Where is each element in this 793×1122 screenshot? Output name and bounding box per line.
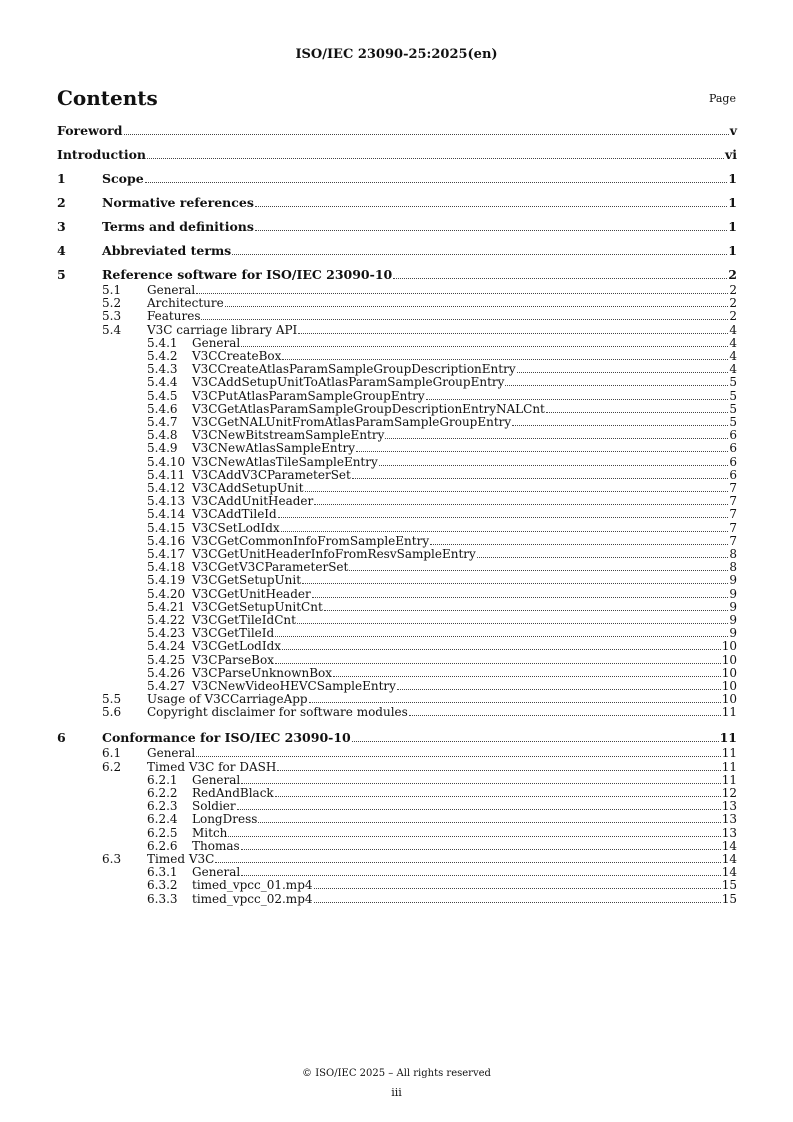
toc-entry[interactable] xyxy=(57,799,737,813)
toc-entry-page: 11 xyxy=(721,772,737,787)
toc-entry-number: 5.4 xyxy=(102,322,122,337)
dot-leader xyxy=(546,412,728,413)
toc-entry-number: 3 xyxy=(57,219,66,234)
toc-entry-title[interactable]: Timed V3C for DASH xyxy=(147,759,277,774)
toc-entry[interactable] xyxy=(57,600,737,614)
toc-entry[interactable] xyxy=(57,731,737,745)
toc-entry[interactable] xyxy=(57,375,737,389)
dot-leader xyxy=(241,346,728,347)
toc-entry-number: 5.4.1 xyxy=(147,335,178,350)
toc-entry[interactable] xyxy=(57,220,737,234)
dot-leader xyxy=(255,230,727,231)
toc-entry-page: 9 xyxy=(729,599,737,614)
toc-entry-title[interactable]: V3CGetCommonInfoFromSampleEntry xyxy=(192,533,430,548)
dot-leader xyxy=(297,623,728,624)
toc-entry-number: 5.4.4 xyxy=(147,375,178,390)
toc-entry-number: 6.2.1 xyxy=(147,772,178,787)
toc-entry-title[interactable]: V3CAddSetupUnitToAtlasParamSampleGroupEntry xyxy=(192,375,505,390)
toc-entry-number: 6.3.3 xyxy=(147,891,178,906)
toc-entry-title[interactable]: General xyxy=(147,746,196,761)
dot-leader xyxy=(281,531,729,532)
toc-entry-page: 5 xyxy=(729,401,737,416)
toc-entry-number: 5 xyxy=(57,267,66,282)
toc-entry-number: 5.4.10 xyxy=(147,454,186,469)
toc-entry[interactable] xyxy=(57,705,737,719)
toc-entry[interactable] xyxy=(57,268,737,282)
dot-leader xyxy=(275,796,721,797)
toc-entry-title[interactable]: Introduction xyxy=(57,147,147,162)
toc-entry[interactable] xyxy=(57,507,737,521)
dot-leader xyxy=(282,359,728,360)
toc-entry-title[interactable]: V3CAddV3CParameterSet xyxy=(192,467,351,482)
toc-entry-title[interactable]: timed_vpcc_02.mp4 xyxy=(192,891,313,906)
toc-entry-title[interactable]: V3CPutAtlasParamSampleGroupEntry xyxy=(192,388,425,403)
toc-entry[interactable] xyxy=(57,666,737,680)
toc-entry[interactable] xyxy=(57,573,737,587)
dot-leader xyxy=(282,649,721,650)
toc-entry-title[interactable]: General xyxy=(192,865,241,880)
toc-entry-page: 7 xyxy=(729,481,737,495)
toc-entry-title[interactable]: V3CNewAtlasTileSampleEntry xyxy=(192,454,378,469)
toc-entry[interactable] xyxy=(57,839,737,853)
toc-entry-title[interactable]: V3C carriage library API xyxy=(147,322,298,337)
dot-leader xyxy=(232,254,727,255)
dot-leader xyxy=(196,293,728,294)
dot-leader xyxy=(215,862,720,863)
toc-entry[interactable] xyxy=(57,196,737,210)
dot-leader xyxy=(385,438,728,439)
dot-leader xyxy=(314,902,721,903)
dot-leader xyxy=(275,663,721,664)
toc-entry-title[interactable]: V3CGetUnitHeader xyxy=(192,586,311,601)
dot-leader xyxy=(393,278,727,279)
toc-entry-title[interactable]: Normative references xyxy=(102,195,254,210)
toc-entry-title[interactable]: V3CGetUnitHeaderInfoFromResvSampleEntry xyxy=(192,547,476,561)
toc-entry-number: 5.4.2 xyxy=(147,349,178,363)
toc-entry-number: 5.4.13 xyxy=(147,494,186,509)
toc-entry[interactable] xyxy=(57,481,737,495)
toc-entry[interactable] xyxy=(57,892,737,906)
toc-entry-page: 2 xyxy=(728,267,737,282)
toc-entry-title[interactable]: Conformance for ISO/IEC 23090-10 xyxy=(102,730,351,746)
dot-leader xyxy=(305,491,729,492)
toc-entry[interactable] xyxy=(57,547,737,561)
toc-entry-number: 6.3.1 xyxy=(147,865,178,880)
toc-entry-page: 15 xyxy=(721,878,737,893)
dot-leader xyxy=(517,372,729,373)
toc-entry-title[interactable]: V3CGetNALUnitFromAtlasParamSampleGroupEntry xyxy=(192,415,512,429)
toc-entry-page: 6 xyxy=(729,428,737,443)
toc-entry-page: 9 xyxy=(729,573,737,588)
toc-entry-page: 10 xyxy=(721,652,737,667)
toc-entry-number: 4 xyxy=(57,243,66,258)
toc-entry-number: 6.2.3 xyxy=(147,799,178,814)
toc-entry-page: 5 xyxy=(729,415,737,429)
toc-entry-page: 4 xyxy=(729,322,737,337)
toc-entry-page: 9 xyxy=(729,586,737,601)
document-header: ISO/IEC 23090-25:2025(en) xyxy=(295,47,498,62)
toc-entry-page: 11 xyxy=(721,759,737,774)
dot-leader xyxy=(314,504,728,505)
dot-leader xyxy=(241,783,720,784)
dot-leader xyxy=(477,557,729,558)
toc-entry-number: 5.4.16 xyxy=(147,533,186,548)
toc-entry-page: 8 xyxy=(729,560,737,575)
toc-entry[interactable] xyxy=(57,172,737,186)
toc-entry[interactable] xyxy=(57,148,737,162)
dot-leader xyxy=(312,597,729,598)
toc-entry-number: 6.3 xyxy=(102,852,122,866)
page-column-label: Page xyxy=(708,92,736,105)
dot-leader xyxy=(397,689,721,690)
dot-leader xyxy=(379,465,729,466)
toc-entry[interactable] xyxy=(57,336,737,350)
dot-leader xyxy=(298,333,728,334)
toc-entry[interactable] xyxy=(57,296,737,310)
toc-entry-title[interactable]: V3CCreateAtlasParamSampleGroupDescriptionEntry xyxy=(192,362,516,377)
toc-entry[interactable] xyxy=(57,494,737,508)
toc-entry-number: 5.4.21 xyxy=(147,599,186,614)
toc-entry-number: 5.4.7 xyxy=(147,415,178,429)
dot-leader xyxy=(277,770,720,771)
toc-entry-title[interactable]: V3CGetV3CParameterSet xyxy=(192,560,349,575)
dot-leader xyxy=(258,822,720,823)
toc-entry-title[interactable]: RedAndBlack xyxy=(192,786,274,800)
toc-entry[interactable] xyxy=(57,323,737,337)
dot-leader xyxy=(225,306,729,307)
toc-entry-page: 10 xyxy=(721,639,737,654)
toc-entry[interactable] xyxy=(57,653,737,667)
toc-entry-number: 5.4.5 xyxy=(147,388,178,403)
toc-entry-title[interactable]: General xyxy=(147,283,196,297)
toc-entry-title[interactable]: V3CAddUnitHeader xyxy=(192,494,314,509)
toc-entry-page: 6 xyxy=(729,441,737,456)
toc-entry-page: 7 xyxy=(729,520,737,535)
dot-leader xyxy=(201,319,728,320)
toc-entry-page: 10 xyxy=(721,692,737,707)
toc-entry-title[interactable]: Copyright disclaimer for software modules xyxy=(147,705,408,720)
toc-entry-page: 1 xyxy=(728,195,737,210)
toc-entry-page: 9 xyxy=(729,626,737,641)
toc-entry-number: 6.2.5 xyxy=(147,825,178,840)
toc-entry-title[interactable]: V3CGetTileIdCnt xyxy=(192,613,296,627)
dot-leader xyxy=(278,517,729,518)
toc-entry-number: 6.2.2 xyxy=(147,786,178,800)
toc-entry-number: 6.3.2 xyxy=(147,878,178,893)
toc-entry[interactable] xyxy=(57,679,737,693)
toc-entry[interactable] xyxy=(57,692,737,706)
dot-leader xyxy=(409,715,721,716)
dot-leader xyxy=(352,478,729,479)
toc-entry[interactable] xyxy=(57,865,737,879)
dot-leader xyxy=(430,544,728,545)
toc-entry-number: 6.2 xyxy=(102,759,122,774)
toc-entry[interactable] xyxy=(57,560,737,574)
toc-entry-title[interactable]: V3CGetSetupUnitCnt xyxy=(192,599,323,614)
toc-entry-page: 7 xyxy=(729,507,737,522)
dot-leader xyxy=(275,636,728,637)
page-number: iii xyxy=(391,1086,402,1099)
toc-entry[interactable] xyxy=(57,362,737,376)
toc-entry-page: 11 xyxy=(721,705,737,720)
toc-entry-page: 4 xyxy=(729,349,737,363)
toc-entry[interactable] xyxy=(57,812,737,826)
toc-entry-page: 1 xyxy=(728,243,737,258)
toc-entry[interactable] xyxy=(57,124,737,138)
toc-entry-title[interactable]: V3CSetLodIdx xyxy=(192,520,280,535)
copyright-footer: © ISO/IEC 2025 – All rights reserved xyxy=(302,1068,491,1079)
toc-entry-number: 5.4.15 xyxy=(147,520,186,535)
toc-entry-title[interactable]: LongDress xyxy=(192,812,258,827)
dot-leader xyxy=(145,182,728,183)
toc-entry-title[interactable]: Features xyxy=(147,309,201,324)
toc-entry-page: 10 xyxy=(721,665,737,680)
toc-entry[interactable] xyxy=(57,521,737,535)
toc-entry-page: 7 xyxy=(729,494,737,509)
toc-entry-title[interactable]: V3CGetLodIdx xyxy=(192,639,282,654)
toc-entry[interactable] xyxy=(57,349,737,363)
toc-entry[interactable] xyxy=(57,468,737,482)
toc-entry[interactable] xyxy=(57,283,737,297)
toc-entry[interactable] xyxy=(57,244,737,258)
toc-entry-number: 5.4.18 xyxy=(147,560,186,575)
toc-entry-number: 5.5 xyxy=(102,692,122,707)
dot-leader xyxy=(241,875,720,876)
dot-leader xyxy=(228,836,720,837)
toc-entry-number: 5.2 xyxy=(102,296,122,311)
toc-entry-page: 4 xyxy=(729,335,737,350)
toc-entry-page: 9 xyxy=(729,613,737,627)
toc-entry-title[interactable]: General xyxy=(192,772,241,787)
toc-entry-page: 2 xyxy=(729,296,737,311)
dot-leader xyxy=(349,570,728,571)
toc-entry-number: 5.6 xyxy=(102,705,122,720)
toc-entry[interactable] xyxy=(57,534,737,548)
toc-entry-number: 5.4.24 xyxy=(147,639,186,654)
toc-entry-page: 2 xyxy=(729,309,737,324)
toc-entry-title[interactable]: V3CNewVideoHEVCSampleEntry xyxy=(192,679,396,693)
dot-leader xyxy=(124,134,729,135)
toc-entry-title[interactable]: V3CNewAtlasSampleEntry xyxy=(192,441,355,456)
toc-entry[interactable] xyxy=(57,826,737,840)
toc-entry-page: 13 xyxy=(721,812,737,827)
toc-entry-title[interactable]: Soldier xyxy=(192,799,236,814)
toc-entry[interactable] xyxy=(57,389,737,403)
toc-entry-number: 6.1 xyxy=(102,746,122,761)
dot-leader xyxy=(255,206,727,207)
dot-leader xyxy=(196,756,720,757)
toc-entry-number: 5.4.8 xyxy=(147,428,178,443)
toc-entry-title[interactable]: V3CAddTileId xyxy=(192,507,277,522)
toc-entry-page: 11 xyxy=(719,730,737,746)
dot-leader xyxy=(237,809,721,810)
contents-title: Contents xyxy=(57,86,158,110)
toc-entry-page: 13 xyxy=(721,799,737,814)
dot-leader xyxy=(324,610,729,611)
toc-entry[interactable] xyxy=(57,852,737,866)
dot-leader xyxy=(314,888,721,889)
toc-entry-number: 5.4.26 xyxy=(147,665,186,680)
dot-leader xyxy=(512,425,728,426)
toc-entry-title[interactable]: Abbreviated terms xyxy=(102,243,232,258)
toc-entry[interactable] xyxy=(57,587,737,601)
toc-entry-title[interactable]: V3CGetSetupUnit xyxy=(192,573,302,588)
toc-entry-number: 5.4.19 xyxy=(147,573,186,588)
toc-entry-number: 5.4.20 xyxy=(147,586,186,601)
toc-entry-page: vi xyxy=(724,147,737,162)
toc-entry-title[interactable]: Reference software for ISO/IEC 23090-10 xyxy=(102,267,393,282)
toc-entry-number: 5.4.23 xyxy=(147,626,186,641)
toc-entry-page: 5 xyxy=(729,388,737,403)
dot-leader xyxy=(505,385,728,386)
toc-entry-page: v xyxy=(729,123,737,138)
toc-entry-number: 5.4.25 xyxy=(147,652,186,667)
toc-entry-number: 6.2.6 xyxy=(147,838,178,853)
toc-entry-page: 13 xyxy=(721,825,737,840)
toc-entry-title[interactable]: V3CGetTileId xyxy=(192,626,275,641)
dot-leader xyxy=(147,158,724,159)
toc-entry-title[interactable]: Terms and definitions xyxy=(102,219,254,234)
toc-entry-page: 14 xyxy=(721,852,737,866)
toc-entry[interactable] xyxy=(57,773,737,787)
toc-entry-page: 1 xyxy=(728,171,737,186)
toc-entry[interactable] xyxy=(57,626,737,640)
toc-entry-title[interactable]: Timed V3C xyxy=(147,852,215,866)
toc-entry-page: 8 xyxy=(729,547,737,561)
toc-entry-page: 12 xyxy=(721,786,737,800)
toc-entry-title[interactable]: Architecture xyxy=(147,296,224,311)
toc-entry-number: 6 xyxy=(57,730,66,746)
toc-entry-page: 6 xyxy=(729,454,737,469)
toc-entry-number: 1 xyxy=(57,171,66,186)
toc-entry[interactable] xyxy=(57,760,737,774)
toc-entry-page: 1 xyxy=(728,219,737,234)
toc-entry-number: 5.4.17 xyxy=(147,547,186,561)
toc-entry-title[interactable]: Usage of V3CCarriageApp xyxy=(147,692,308,707)
toc-entry-number: 5.4.9 xyxy=(147,441,178,456)
toc-entry-number: 5.4.12 xyxy=(147,481,186,495)
toc-entry[interactable] xyxy=(57,878,737,892)
toc-entry-page: 6 xyxy=(729,467,737,482)
toc-entry-title[interactable]: Scope xyxy=(102,171,144,186)
toc-entry-page: 4 xyxy=(729,362,737,377)
toc-entry-number: 5.1 xyxy=(102,283,122,297)
toc-entry[interactable] xyxy=(57,613,737,627)
toc-entry-title[interactable]: General xyxy=(192,335,241,350)
toc-entry-number: 5.3 xyxy=(102,309,122,324)
toc-entry-title[interactable]: timed_vpcc_01.mp4 xyxy=(192,878,313,893)
dot-leader xyxy=(333,676,721,677)
toc-entry-number: 5.4.22 xyxy=(147,613,186,627)
dot-leader xyxy=(356,451,728,452)
toc-entry[interactable] xyxy=(57,309,737,323)
dot-leader xyxy=(241,849,721,850)
toc-entry-number: 5.4.6 xyxy=(147,401,178,416)
toc-entry[interactable] xyxy=(57,415,737,429)
dot-leader xyxy=(426,399,729,400)
dot-leader xyxy=(309,702,721,703)
toc-entry[interactable] xyxy=(57,455,737,469)
toc-entry[interactable] xyxy=(57,786,737,800)
toc-entry-number: 5.4.27 xyxy=(147,679,186,693)
toc-entry-title[interactable]: V3CParseBox xyxy=(192,652,274,667)
toc-entry[interactable] xyxy=(57,639,737,653)
toc-entry-title[interactable]: Foreword xyxy=(57,123,123,138)
toc-entry-page: 5 xyxy=(729,375,737,390)
toc-entry[interactable] xyxy=(57,402,737,416)
toc-entry-page: 14 xyxy=(721,838,737,853)
toc-entry[interactable] xyxy=(57,428,737,442)
toc-entry-page: 15 xyxy=(721,891,737,906)
toc-entry-page: 11 xyxy=(721,746,737,761)
toc-entry-number: 2 xyxy=(57,195,66,210)
toc-entry-page: 7 xyxy=(729,533,737,548)
toc-entry-title[interactable]: Mitch xyxy=(192,825,228,840)
toc-entry-title[interactable]: Thomas xyxy=(192,838,240,853)
toc-entry-title[interactable]: V3CAddSetupUnit xyxy=(192,481,304,495)
toc-entry-title[interactable]: V3CParseUnknownBox xyxy=(192,665,333,680)
toc-entry-page: 10 xyxy=(721,679,737,693)
dot-leader xyxy=(302,583,728,584)
toc-entry[interactable] xyxy=(57,746,737,760)
toc-entry-number: 5.4.3 xyxy=(147,362,178,377)
toc-entry-number: 6.2.4 xyxy=(147,812,178,827)
toc-entry-page: 2 xyxy=(729,283,737,297)
toc-entry-page: 14 xyxy=(721,865,737,880)
toc-entry[interactable] xyxy=(57,441,737,455)
toc-entry-title[interactable]: V3CGetAtlasParamSampleGroupDescriptionEntryNALCnt xyxy=(192,401,545,416)
toc-entry-number: 5.4.11 xyxy=(147,467,186,482)
toc-entry-title[interactable]: V3CCreateBox xyxy=(192,349,282,363)
dot-leader xyxy=(352,741,719,742)
toc-entry-title[interactable]: V3CNewBitstreamSampleEntry xyxy=(192,428,385,443)
toc-entry-number: 5.4.14 xyxy=(147,507,186,522)
